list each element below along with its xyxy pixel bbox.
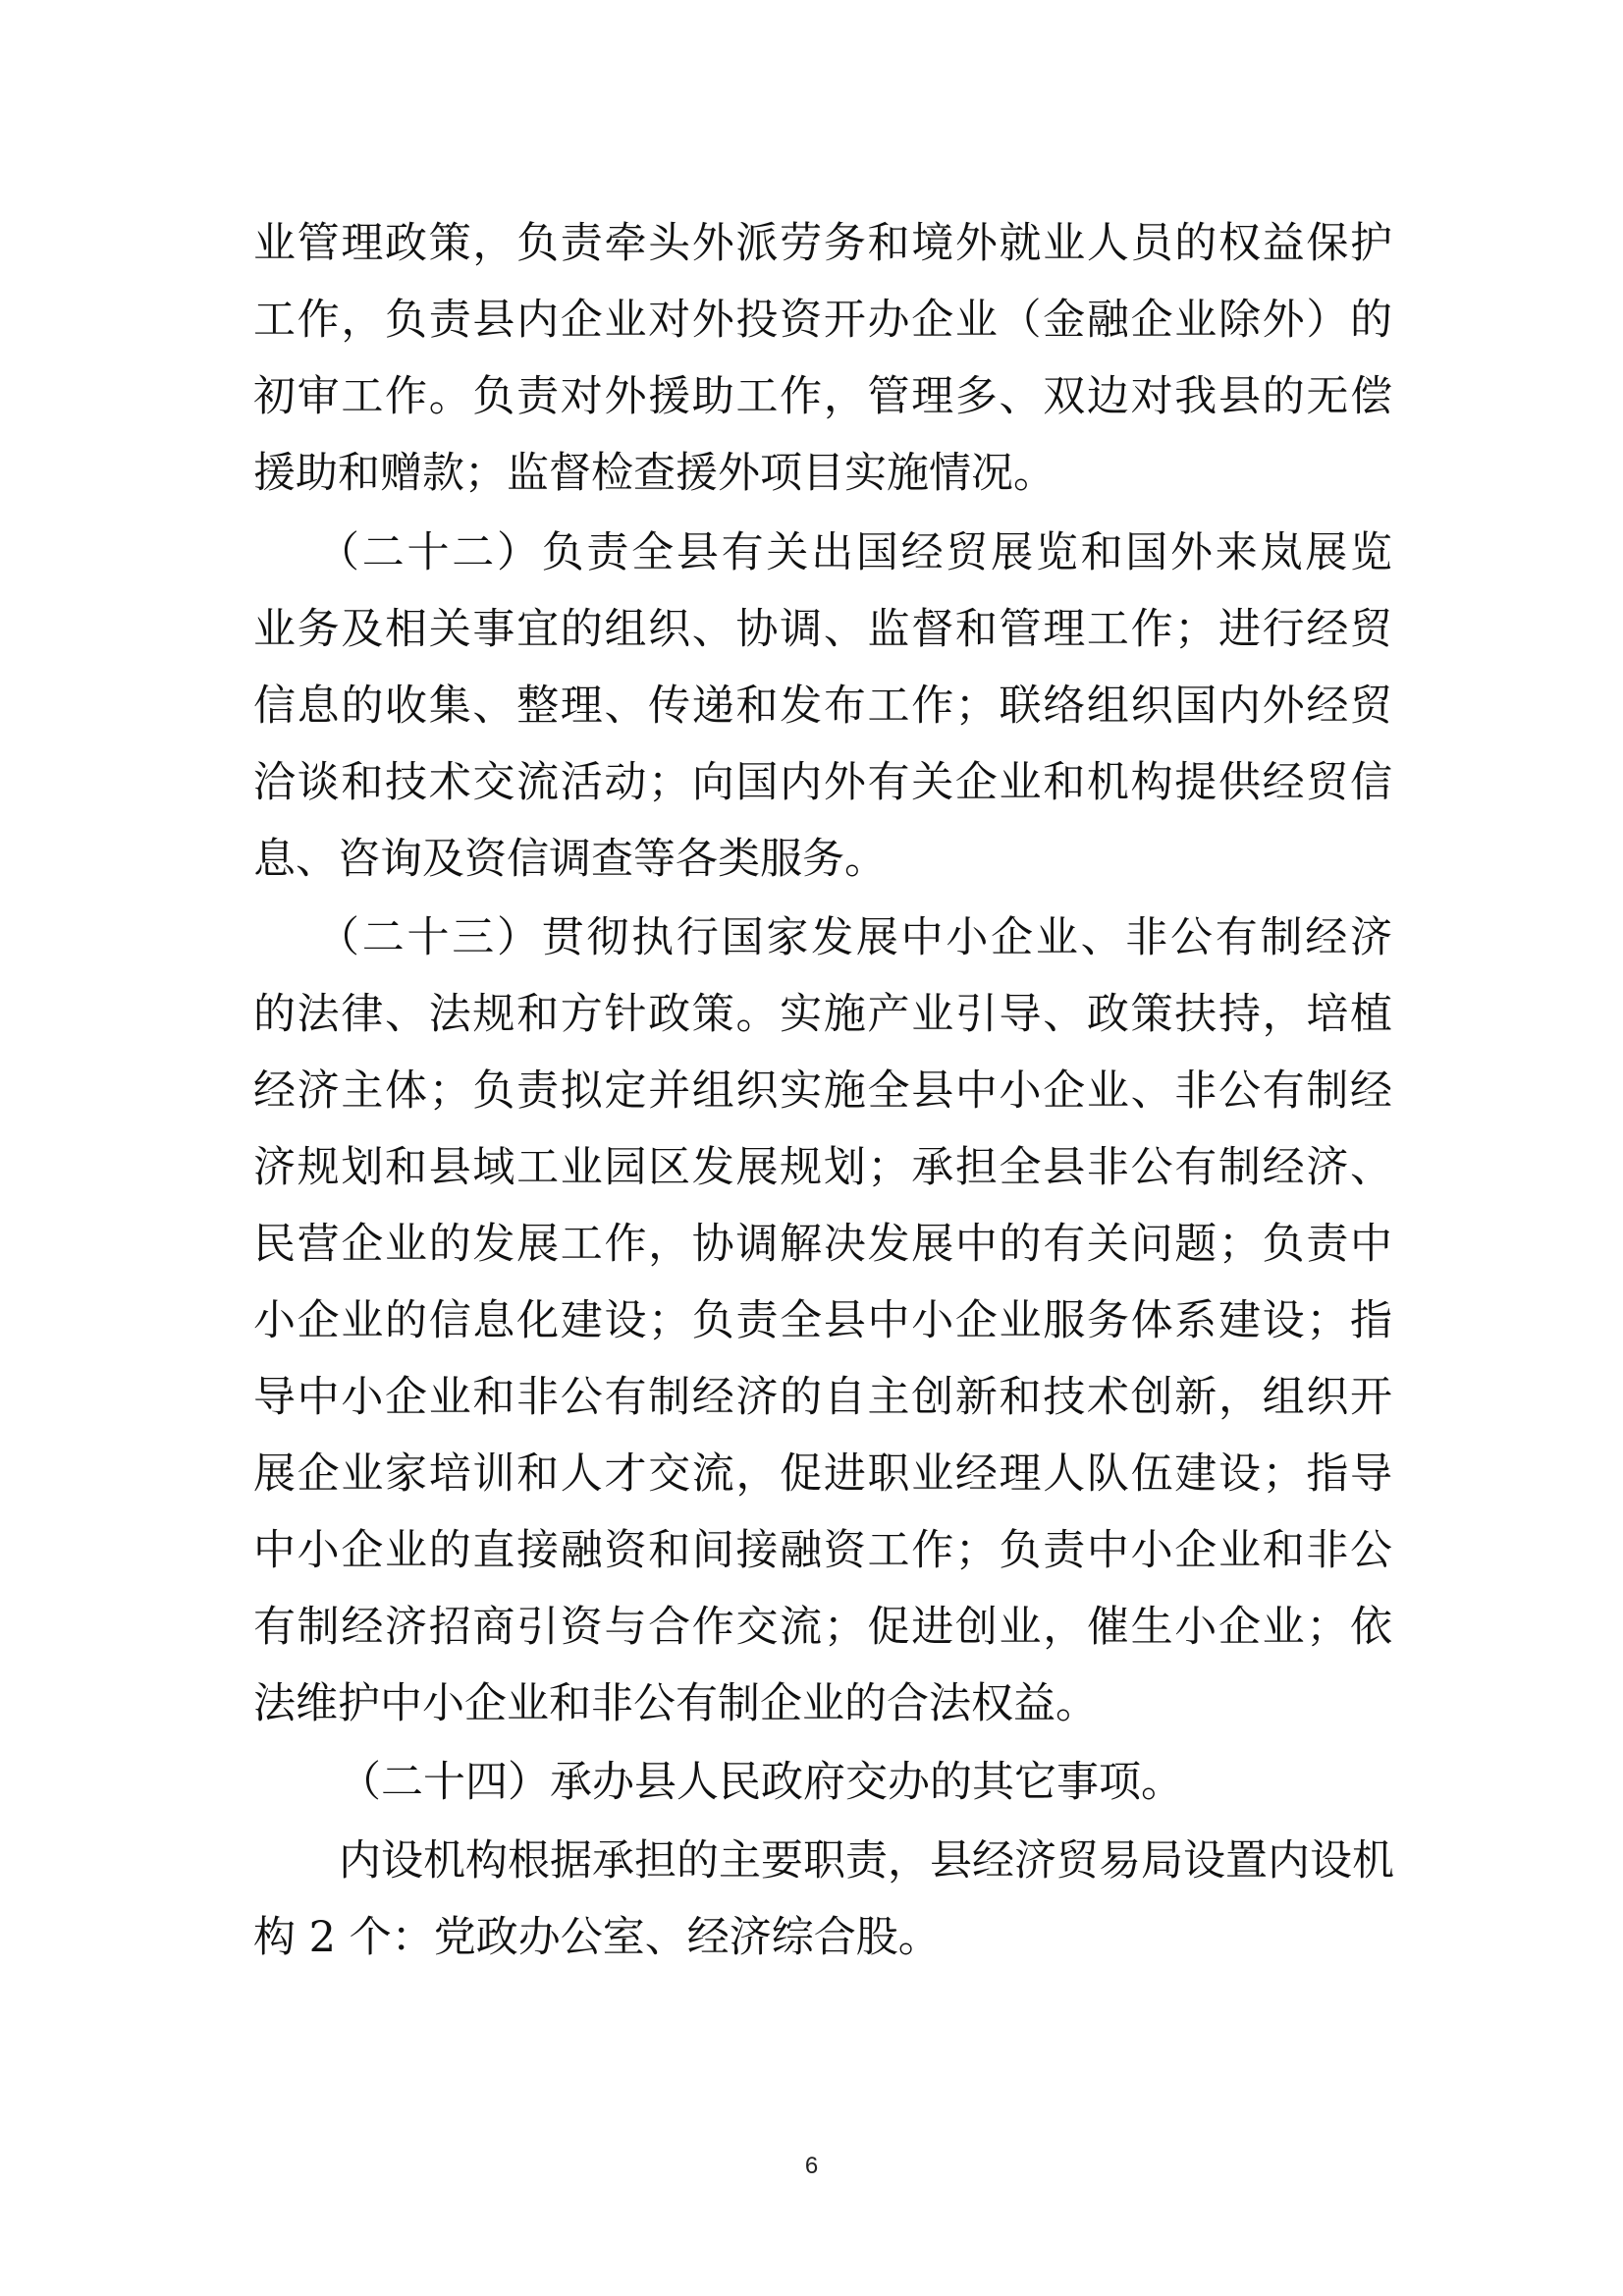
text-line-9: 息、咨询及资信调查等各类服务。 — [253, 835, 887, 884]
text-line-14: 民营企业的发展工作，协调解决发展中的有关问题；负责中 — [253, 1220, 1392, 1269]
text-line-17: 展企业家培训和人才交流，促进职业经理人队伍建设；指导 — [253, 1449, 1392, 1499]
text-line-1: 业管理政策，负责牵头外派劳务和境外就业人员的权益保护 — [253, 219, 1392, 268]
text-line-3: 初审工作。负责对外援助工作，管理多、双边对我县的无偿 — [253, 372, 1392, 421]
text-line-11: 的法律、法规和方针政策。实施产业引导、政策扶持，培植 — [253, 990, 1392, 1039]
text-line-21: （二十四）承办县人民政府交办的其它事项。 — [339, 1758, 1183, 1807]
text-line-2: 工作，负责县内企业对外投资开办企业（金融企业除外）的 — [253, 296, 1392, 345]
text-line-6: 业务及相关事宜的组织、协调、监督和管理工作；进行经贸 — [253, 605, 1392, 654]
text-line-16: 导中小企业和非公有制经济的自主创新和技术创新，组织开 — [253, 1373, 1392, 1422]
text-line-12: 经济主体；负责拟定并组织实施全县中小企业、非公有制经 — [253, 1066, 1392, 1116]
text-line-20: 法维护中小企业和非公有制企业的合法权益。 — [253, 1679, 1098, 1728]
text-line-19: 有制经济招商引资与合作交流；促进创业，催生小企业；依 — [253, 1603, 1392, 1652]
text-line-7: 信息的收集、整理、传递和发布工作；联络组织国内外经贸 — [253, 682, 1392, 731]
text-line-13: 济规划和县域工业园区发展规划；承担全县非公有制经济、 — [253, 1143, 1392, 1192]
text-line-23: 构 2 个：党政办公室、经济综合股。 — [253, 1913, 941, 1962]
page-number: 6 — [804, 2153, 819, 2179]
text-line-4: 援助和赠款；监督检查援外项目实施情况。 — [253, 449, 1055, 498]
text-line-10: （二十三）贯彻执行国家发展中小企业、非公有制经济 — [317, 913, 1392, 962]
text-line-18: 中小企业的直接融资和间接融资工作；负责中小企业和非公 — [253, 1526, 1392, 1575]
text-line-8: 洽谈和技术交流活动；向国内外有关企业和机构提供经贸信 — [253, 758, 1392, 807]
text-line-22: 内设机构根据承担的主要职责，县经济贸易局设置内设机 — [339, 1836, 1394, 1886]
text-line-5: （二十二）负责全县有关出国经贸展览和国外来岚展览 — [317, 528, 1392, 577]
text-line-15: 小企业的信息化建设；负责全县中小企业服务体系建设；指 — [253, 1296, 1392, 1345]
